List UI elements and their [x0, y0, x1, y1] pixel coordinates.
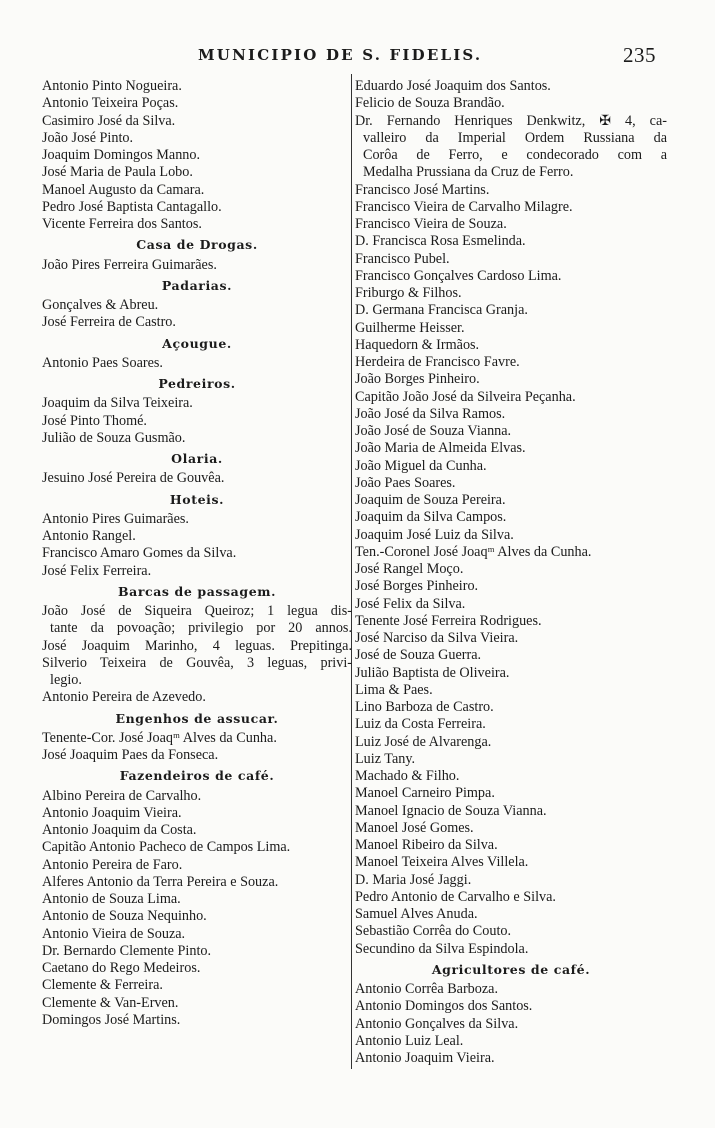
list-item: João Borges Pinheiro. [355, 371, 480, 388]
list-item: José Maria de Paula Lobo. [42, 164, 193, 181]
page-number: 235 [623, 43, 656, 67]
list-item: Manoel Teixeira Alves Villela. [355, 854, 529, 871]
section-heading-pedreiros: Pedreiros. [158, 376, 236, 391]
list-item: Antonio Joaquim Vieira. [355, 1050, 495, 1066]
list-item: Pedro José Baptista Cantagallo. [42, 198, 222, 215]
list-item: João José da Silva Ramos. [355, 405, 506, 422]
list-item: José Pinto Thomé. [42, 412, 147, 429]
list-item: Haquedorn & Irmãos. [355, 336, 480, 353]
list-item: D. Maria José Jaggi. [355, 871, 472, 888]
list-item: Antonio Joaquim Vieira. [42, 804, 182, 821]
list-item: Clemente & Van-Erven. [42, 994, 179, 1011]
list-item: Antonio Domingos dos Santos. [355, 998, 533, 1015]
list-item: Francisco Amaro Gomes da Silva. [42, 545, 237, 562]
section-heading-barcas: Barcas de passagem. [117, 583, 277, 599]
left-column [42, 78, 352, 1029]
list-item: Lino Barboza de Castro. [355, 699, 494, 715]
section-heading-engenhos: Engenhos de assucar. [115, 710, 279, 726]
list-item: Albino Pereira de Carvalho. [42, 787, 202, 804]
list-item: João Miguel da Cunha. [355, 457, 487, 474]
list-item: José Felix Ferreira. [42, 562, 152, 579]
list-item: Eduardo José Joaquim dos Santos. [355, 78, 551, 94]
list-item: Antonio Vieira de Souza. [42, 925, 186, 942]
list-item: Luiz da Costa Ferreira. [355, 716, 486, 733]
list-item: Lima & Paes. [355, 681, 433, 698]
section-heading-fazendeiros: Fazendeiros de café. [119, 768, 275, 784]
list-item: Friburgo & Filhos. [355, 285, 462, 301]
list-top [42, 78, 352, 233]
list-item: Domingos José Martins. [42, 1011, 181, 1028]
list-padarias [42, 297, 352, 332]
list-pedreiros [42, 395, 352, 447]
section-heading-padarias: Padarias. [161, 277, 233, 293]
list-item: João José de Souza Vianna. [355, 423, 512, 439]
list-item: Tenente-Cor. José Joaqᵐ Alves da Cunha. [42, 729, 277, 746]
list-item: João Paes Soares. [355, 474, 456, 491]
list-item: Caetano do Rego Medeiros. [42, 960, 201, 976]
list-item: Antonio Gonçalves da Silva. [355, 1015, 519, 1032]
list-item: D. Francisca Rosa Esmelinda. [355, 233, 526, 250]
list-item: Sebastião Corrêa do Couto. [355, 923, 512, 940]
list-olaria [42, 470, 352, 487]
page-header [0, 44, 715, 68]
list-item: Julião de Souza Gusmão. [42, 429, 186, 446]
list-item: Joaquim José Luiz da Silva. [355, 526, 514, 543]
list-item: Manoel Augusto da Camara. [42, 181, 205, 198]
list-item: Manoel Carneiro Pimpa. [355, 785, 495, 802]
list-item: Joaquim da Silva Campos. [355, 509, 507, 526]
list-item: Joaquim Domingos Manno. [42, 147, 201, 163]
text-line: Medalha Prussiana da Cruz de Ferro. [363, 164, 574, 181]
text-line: Silverio Teixeira de Gouvêa, 3 leguas, privi- [42, 654, 352, 671]
text-line: José Joaquim Marinho, 4 leguas. Prepitinga. [42, 637, 352, 654]
list-item: Francisco Pubel. [355, 250, 450, 267]
list-item: Manoel Ignacio de Souza Vianna. [355, 802, 547, 819]
list-item: Secundino da Silva Espindola. [355, 940, 529, 957]
paragraph-barcas [42, 603, 352, 707]
text-line: valleiro da Imperial Ordem Russiana da [363, 129, 667, 146]
list-item: Joaquim da Silva Teixeira. [42, 395, 193, 412]
list-item: Julião Baptista de Oliveira. [355, 664, 510, 681]
list-item: Antonio Rangel. [42, 528, 136, 544]
list-item: José Ferreira de Castro. [42, 314, 176, 331]
text-line: Antonio Pereira de Azevedo. [42, 689, 206, 706]
list-item: Joaquim de Souza Pereira. [355, 492, 506, 508]
text-line: João José de Siqueira Queiroz; 1 legua dis- [42, 603, 352, 619]
list-item: José Narciso da Silva Vieira. [355, 630, 519, 646]
list-item: José Joaquim Paes da Fonseca. [42, 747, 219, 763]
section-heading-drogas: Casa de Drogas. [136, 237, 258, 253]
text-line: tante da povoação; privilegio por 20 annos. [50, 620, 352, 637]
list-item: Tenente José Ferreira Rodrigues. [355, 612, 542, 629]
list-item: Antonio Pereira de Faro. [42, 856, 183, 873]
list-item: Antonio de Souza Nequinho. [42, 908, 207, 925]
right-column [355, 78, 667, 1067]
list-item: José Felix da Silva. [355, 595, 466, 612]
list-acougue [42, 355, 352, 372]
text-line: Dr. Fernando Henriques Denkwitz, ✠ 4, ca- [355, 112, 667, 129]
list-item: Dr. Bernardo Clemente Pinto. [42, 942, 212, 959]
list-drogas [42, 257, 352, 274]
page-title: MUNICIPIO DE S. FIDELIS. [198, 46, 483, 64]
list-item: Antonio Joaquim da Costa. [42, 822, 197, 838]
list-item: Clemente & Ferreira. [42, 977, 163, 994]
section-heading-olaria: Olaria. [171, 451, 223, 466]
list-item: Francisco Vieira de Carvalho Milagre. [355, 198, 573, 215]
section-heading-hoteis: Hoteis. [169, 491, 225, 507]
list-item: João José Pinto. [42, 129, 134, 146]
list-engenhos [42, 730, 352, 765]
list-item: Machado & Filho. [355, 768, 460, 784]
list-item: Alferes Antonio da Terra Pereira e Souza. [42, 873, 279, 890]
list-item: Francisco Gonçalves Cardoso Lima. [355, 267, 562, 284]
list-fazendeiros [42, 788, 352, 1030]
list-item: D. Germana Francisca Granja. [355, 302, 528, 319]
list-item: Antonio Teixeira Poças. [42, 95, 179, 112]
list-agricultores [355, 981, 667, 1067]
list-item: Ten.-Coronel José Joaqᵐ Alves da Cunha. [355, 543, 592, 560]
list-hoteis [42, 511, 352, 580]
list-item: Francisco José Martins. [355, 181, 490, 198]
list-item: Capitão Antonio Pacheco de Campos Lima. [42, 839, 291, 856]
list-item: Gonçalves & Abreu. [42, 297, 159, 313]
list-main-right [355, 182, 667, 958]
list-item: Antonio Pires Guimarães. [42, 510, 189, 527]
list-item: Luiz José de Alvarenga. [355, 733, 492, 750]
list-top-right [355, 78, 667, 113]
section-heading-acougue: Açougue. [162, 335, 232, 351]
list-item: Antonio Corrêa Barboza. [355, 981, 499, 997]
list-item: Capitão João José da Silveira Peçanha. [355, 388, 576, 405]
list-item: Herdeira de Francisco Favre. [355, 354, 520, 370]
list-item: Antonio Pinto Nogueira. [42, 78, 182, 94]
list-item: Vicente Ferreira dos Santos. [42, 216, 202, 232]
list-item: João Maria de Almeida Elvas. [355, 440, 526, 457]
list-item: Antonio de Souza Lima. [42, 891, 181, 907]
list-item: Casimiro José da Silva. [42, 112, 176, 129]
list-item: João Pires Ferreira Guimarães. [42, 256, 217, 273]
list-item: Jesuino José Pereira de Gouvêa. [42, 470, 225, 487]
list-item: José Borges Pinheiro. [355, 578, 479, 595]
list-item: Antonio Paes Soares. [42, 354, 163, 371]
paragraph-denkwitz [355, 113, 667, 182]
list-item: Luiz Tany. [355, 750, 416, 767]
list-item: Antonio Luiz Leal. [355, 1032, 464, 1049]
text-line: legio. [50, 672, 82, 688]
list-item: Francisco Vieira de Souza. [355, 216, 507, 232]
list-item: Manoel José Gomes. [355, 819, 474, 836]
list-item: Pedro Antonio de Carvalho e Silva. [355, 888, 556, 905]
text-line: Corôa de Ferro, e condecorado com a [363, 147, 667, 163]
list-item: José de Souza Guerra. [355, 647, 482, 664]
section-heading-agricultores: Agricultores de café. [431, 961, 591, 977]
list-item: José Rangel Moço. [355, 561, 464, 577]
list-item: Guilherme Heisser. [355, 319, 465, 336]
list-item: Samuel Alves Anuda. [355, 906, 478, 922]
list-item: Felicio de Souza Brandão. [355, 95, 505, 112]
list-item: Manoel Ribeiro da Silva. [355, 837, 498, 853]
